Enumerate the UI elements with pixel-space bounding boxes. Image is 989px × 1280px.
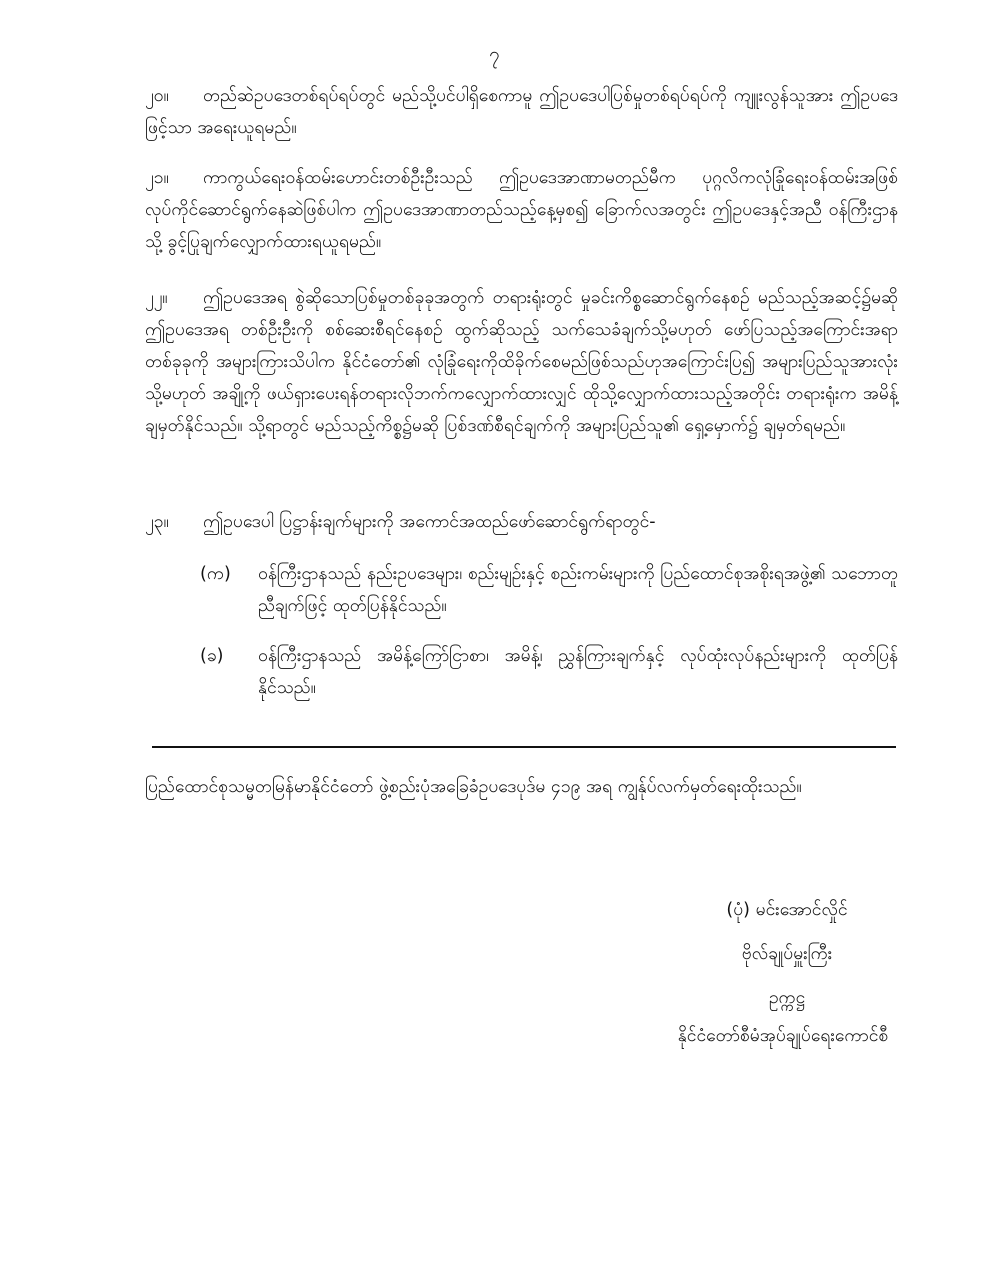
- section-number: ၂၀။: [145, 86, 169, 106]
- section-number: ၂၁။: [145, 168, 169, 188]
- section-21: [145, 162, 898, 258]
- section-number: ၂၃။: [145, 512, 169, 532]
- sub-item-label: (က): [200, 564, 231, 584]
- signatory-rank: ဗိုလ်ချုပ်မှူးကြီး: [741, 944, 833, 964]
- section-23: [145, 506, 898, 538]
- page-number: ၇: [489, 43, 500, 65]
- section-text: ဤဥပဒေအရ စွဲဆိုသောပြစ်မှုတစ်ခုခုအတွက် တရားရုံးတွင် မှုခင်းကိစ္စဆောင်ရွက်နေစဉ် မည်သည့်အဆင့်၌မဆို ဤဥပဒေအရ တစ်ဦးဦးကို စစ်ဆေးစီရင်နေစဉ် ထွက်ဆိုသည့် သက်သေခံချက်သို့မဟုတ် ဖော်ပြသည့်အကြောင်းအရာတစ်ခုခုကို အများကြားသိပါက နိုင်ငံတော်၏ လုံခြုံရေးကိုထိခိုက်စေမည်ဖြစ်သည်ဟုအကြောင်းပြ၍ အများပြည်သူအားလုံး သို့မဟုတ် အချို့ကို ဖယ်ရှားပေးရန်တရားလိုဘက်ကလျှောက်ထားလျှင် ထိုသို့လျှောက်ထားသည့်အတိုင်း တရားရုံးက အမိန့်ချမှတ်နိုင်သည်။ သို့ရာတွင် မည်သည့်ကိစ္စ၌မဆို ပြစ်ဒဏ်စီရင်ချက်ကို အများပြည်သူ၏ ရှေ့မှောက်၌ ချမှတ်ရမည်။: [145, 288, 898, 436]
- section-22: [145, 282, 898, 442]
- section-text: တည်ဆဲဥပဒေတစ်ရပ်ရပ်တွင် မည်သို့ပင်ပါရှိစေကာမူ ဤဥပဒေပါပြစ်မှုတစ်ရပ်ရပ်ကို ကျူးလွန်သူအား ဤဥပဒေဖြင့်သာ အရေးယူရမည်။: [145, 86, 898, 138]
- sub-item-ka: [200, 558, 898, 622]
- section-number: ၂၂။: [145, 288, 168, 308]
- signatory-title: ဥက္ကဋ္ဌ: [768, 988, 806, 1008]
- signatory-organization: နိုင်ငံတော်စီမံအုပ်ချုပ်ရေးကောင်စီ: [677, 1026, 889, 1046]
- horizontal-divider: [152, 746, 896, 748]
- sub-item-label: (ခ): [200, 646, 224, 666]
- section-text: ဤဥပဒေပါ ပြဋ္ဌာန်းချက်များကို အကောင်အထည်ဖော်ဆောင်ရွက်ရာတွင်-: [203, 512, 656, 532]
- signing-note: ပြည်ထောင်စုသမ္မတမြန်မာနိုင်ငံတော် ဖွဲ့စည်းပုံအခြေခံဥပဒေပုဒ်မ ၄၁၉ အရ ကျွန်ုပ်လက်မှတ်ရေးထိုးသည်။: [145, 777, 802, 797]
- signatory-name: (ပုံ) မင်းအောင်လှိုင်: [726, 900, 848, 920]
- sub-item-text: ဝန်ကြီးဌာနသည် အမိန့်ကြော်ငြာစာ၊ အမိန့်၊ ညွှန်ကြားချက်နှင့် လုပ်ထုံးလုပ်နည်းများကို ထုတ်ပြန်နိုင်သည်။: [258, 646, 898, 698]
- section-text: ကာကွယ်ရေးဝန်ထမ်းဟောင်းတစ်ဦးဦးသည် ဤဥပဒေအာဏာမတည်မီက ပုဂ္ဂလိကလုံခြုံရေးဝန်ထမ်းအဖြစ် လုပ်ကိုင်ဆောင်ရွက်နေဆဲဖြစ်ပါက ဤဥပဒေအာဏာတည်သည့်နေ့မှစ၍ ခြောက်လအတွင်း ဤဥပဒေနှင့်အညီ ဝန်ကြီးဌာနသို့ ခွင့်ပြုချက်လျှောက်ထားရယူရမည်။: [145, 168, 898, 252]
- section-20: [145, 80, 898, 144]
- sub-item-text: ဝန်ကြီးဌာနသည် နည်းဥပဒေများ၊ စည်းမျဉ်းနှင့် စည်းကမ်းများကို ပြည်ထောင်စုအစိုးရအဖွဲ့၏ သဘောတူညီချက်ဖြင့် ထုတ်ပြန်နိုင်သည်။: [258, 564, 898, 616]
- sub-item-kha: [200, 640, 898, 704]
